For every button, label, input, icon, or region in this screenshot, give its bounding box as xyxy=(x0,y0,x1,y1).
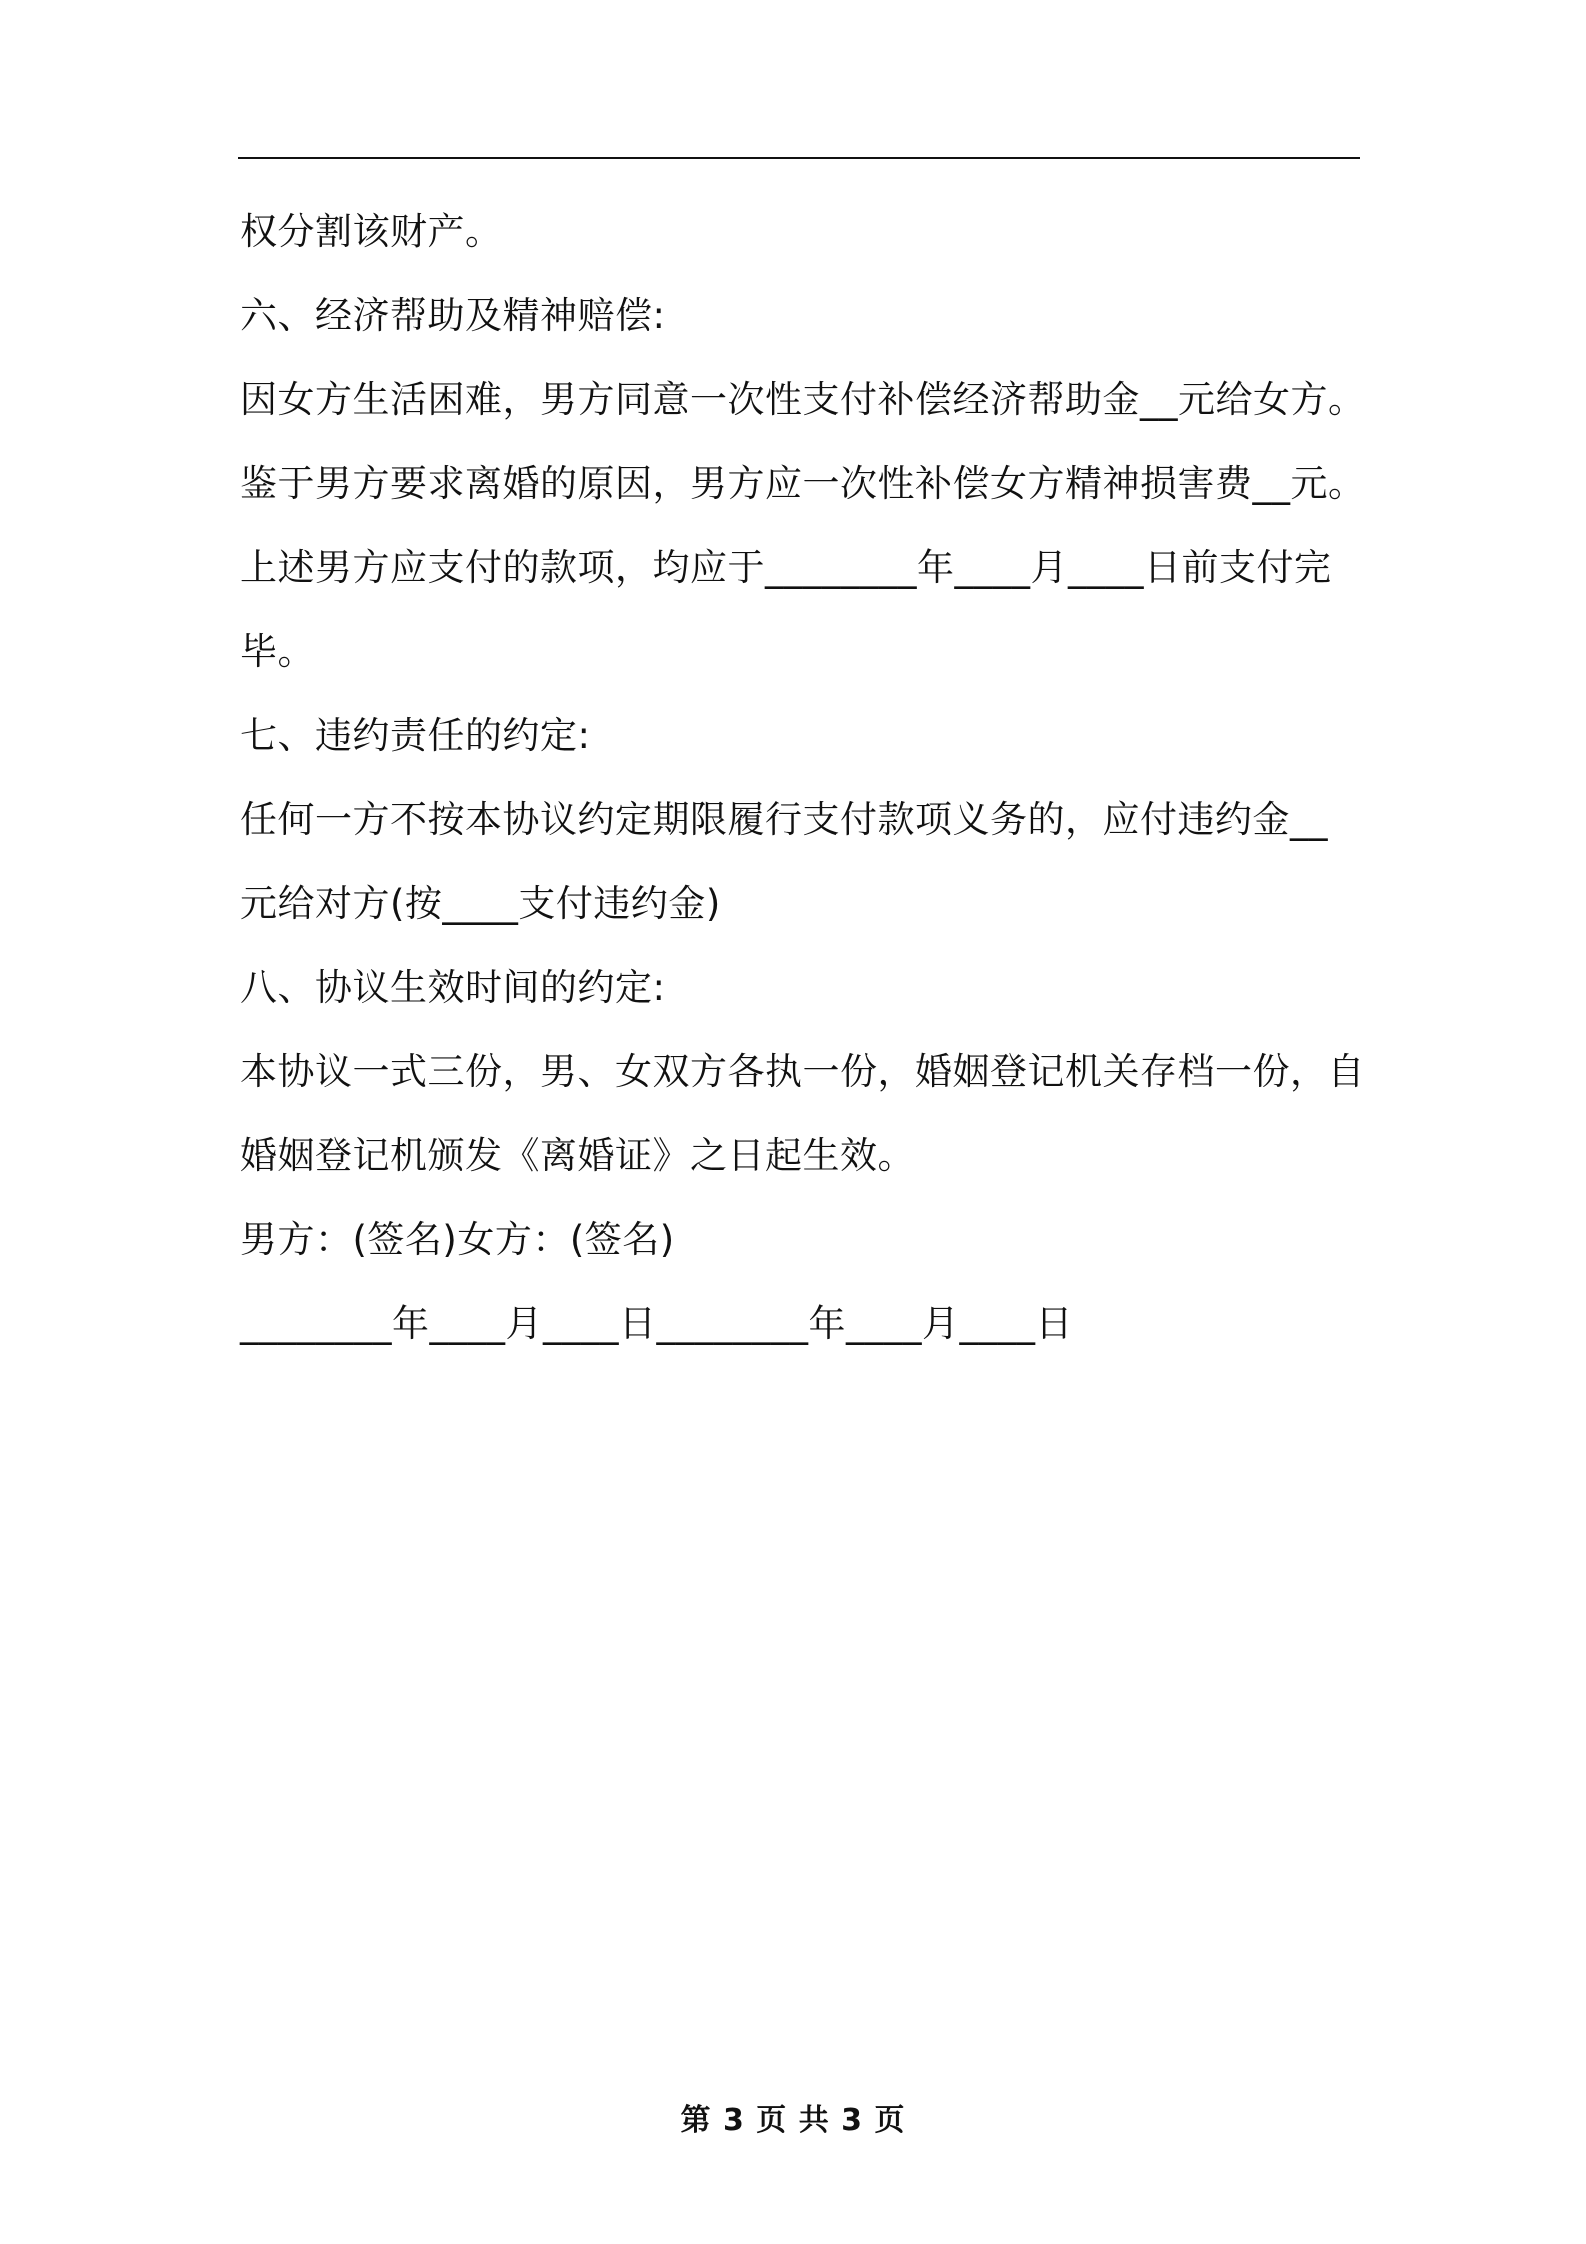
text-line: 婚姻登记机颁发《离婚证》之日起生效。 xyxy=(240,1134,915,1177)
text-line: 毕。 xyxy=(240,630,315,673)
text-line: 权分割该财产。 xyxy=(240,210,503,253)
text-line: 鉴于男方要求离婚的原因，男方应一次性补偿女方精神损害费__元。 xyxy=(240,462,1366,505)
text-line: 任何一方不按本协议约定期限履行支付款项义务的，应付违约金__ xyxy=(240,798,1328,841)
text-line: 上述男方应支付的款项，均应于________年____月____日前支付完 xyxy=(240,546,1332,589)
text-line: 元给对方(按____支付违约金) xyxy=(240,882,721,925)
section-heading-economic-compensation: 六、经济帮助及精神赔偿: xyxy=(240,294,666,337)
section-heading-breach-liability: 七、违约责任的约定: xyxy=(240,714,591,757)
text-line: 因女方生活困难，男方同意一次性支付补偿经济帮助金__元给女方。 xyxy=(240,378,1366,421)
page-number-footer: 第 3 页 共 3 页 xyxy=(680,2103,906,2138)
date-line: ________年____月____日________年____月____日 xyxy=(240,1302,1073,1345)
signature-line: 男方：(签名)女方：(签名) xyxy=(240,1218,675,1261)
document-body xyxy=(240,190,1366,1366)
text-line: 本协议一式三份，男、女双方各执一份，婚姻登记机关存档一份，自 xyxy=(240,1050,1365,1093)
section-heading-effective-date: 八、协议生效时间的约定: xyxy=(240,966,666,1009)
header-rule xyxy=(238,157,1360,159)
